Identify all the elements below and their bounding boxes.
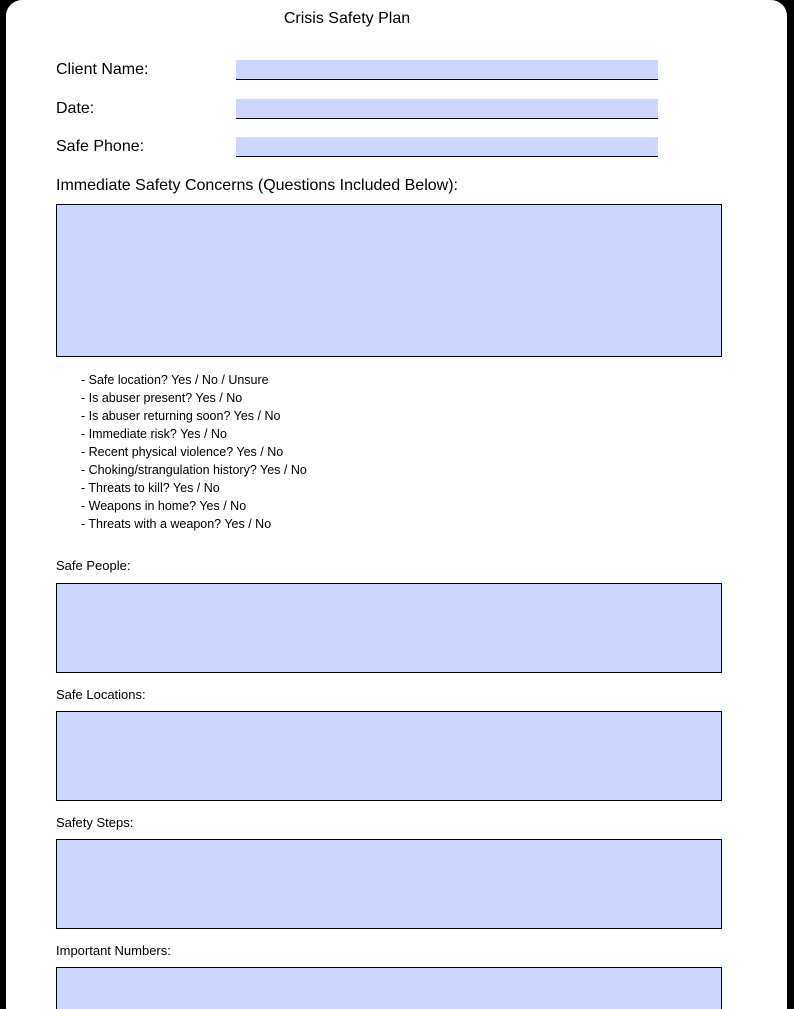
question-item: - Recent physical violence? Yes / No	[81, 445, 284, 459]
page-title: Crisis Safety Plan	[283, 10, 411, 27]
question-item: - Threats to kill? Yes / No	[81, 481, 220, 495]
date-label: Date:	[56, 100, 95, 117]
date-field[interactable]	[236, 99, 658, 119]
question-item: - Immediate risk? Yes / No	[81, 427, 227, 441]
immediate-concerns-heading: Immediate Safety Concerns (Questions Included Below):	[56, 177, 458, 194]
safe-people-field[interactable]	[56, 583, 722, 673]
important-numbers-field[interactable]	[56, 967, 722, 1009]
question-item: - Safe location? Yes / No / Unsure	[81, 373, 269, 387]
question-item: - Is abuser returning soon? Yes / No	[81, 409, 281, 423]
immediate-concerns-field[interactable]	[56, 204, 722, 357]
question-item: - Weapons in home? Yes / No	[81, 499, 247, 513]
question-item: - Is abuser present? Yes / No	[81, 391, 243, 405]
safe-people-label: Safe People:	[56, 558, 131, 573]
form-page	[6, 0, 787, 1009]
important-numbers-label: Important Numbers:	[56, 943, 171, 958]
safety-steps-label: Safety Steps:	[56, 815, 134, 830]
safety-steps-field[interactable]	[56, 839, 722, 929]
client-name-field[interactable]	[236, 60, 658, 80]
safety-questions-list	[81, 371, 307, 533]
safe-locations-label: Safe Locations:	[56, 687, 146, 702]
safe-locations-field[interactable]	[56, 711, 722, 801]
safe-phone-field[interactable]	[236, 137, 658, 157]
question-item: - Threats with a weapon? Yes / No	[81, 517, 272, 531]
safe-phone-label: Safe Phone:	[56, 138, 145, 155]
client-name-label: Client Name:	[56, 61, 149, 78]
question-item: - Choking/strangulation history? Yes / No	[81, 463, 307, 477]
